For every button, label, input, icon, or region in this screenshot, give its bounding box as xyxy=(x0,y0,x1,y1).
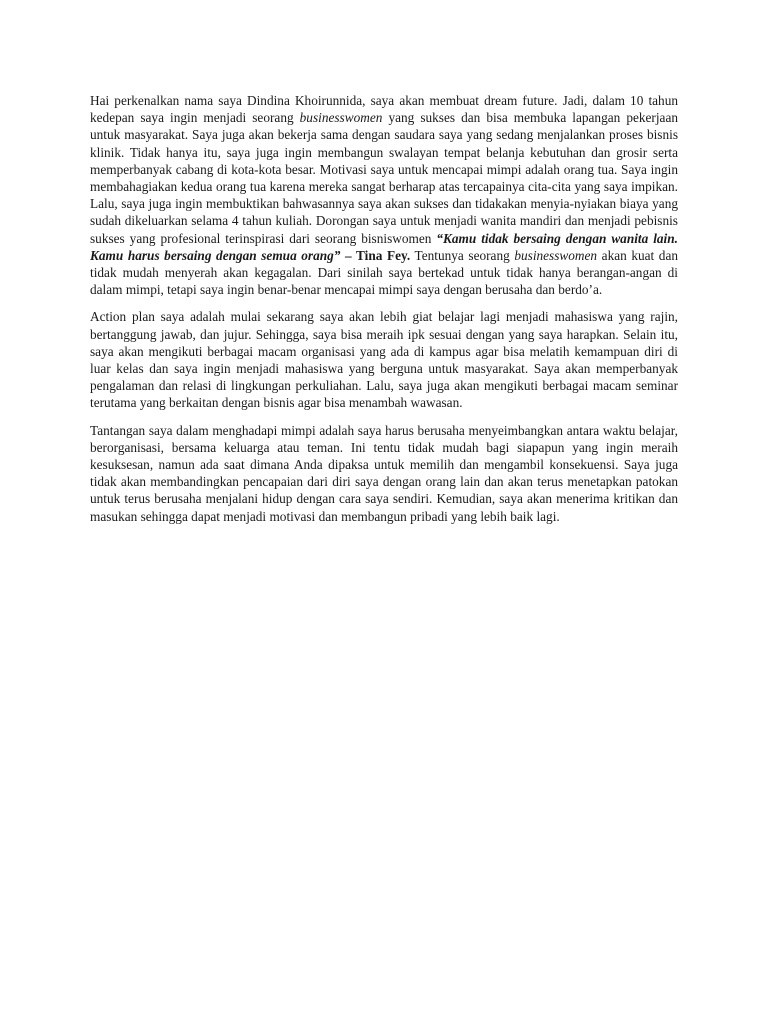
paragraph-1-text-d: akan kuat dan tidak mudah menyerah akan kegagalan. Dari sinilah saya bertekad untuk tidak hanya berangan-angan di dalam mimpi, tetapi saya ingin benar-benar mencapai mimpi saya dengan berusaha dan berdo’a. xyxy=(90,247,679,298)
inspirational-quote: “Kamu tidak bersaing dengan wanita lain. Kamu harus bersaing dengan semua orang” xyxy=(90,230,678,263)
paragraph-challenges: Tantangan saya dalam menghadapi mimpi adalah saya harus berusaha menyeimbangkan antara waktu belajar, berorganisasi, bersama keluarga atau teman. Ini tentu tidak mudah bagi siapapun yang ingin meraih kesuksesan, namun ada saat dimana Anda dipaksa untuk memilih dan mengambil konsekuensi. Saya juga tidak akan membandingkan pencapaian dari diri saya dengan orang lain dan akan terus menetapkan patokan untuk terus berusaha menjalani hidup dengan cara saya sendiri. Kemudian, saya akan menerima kritikan dan masukan sehingga dapat menjadi motivasi dan membangun pribadi yang lebih baik lagi. xyxy=(90,422,678,524)
quote-author: – Tina Fey. xyxy=(340,247,411,263)
italic-term-businesswomen: businesswomen xyxy=(299,110,383,126)
paragraph-1-text-a: Hai perkenalkan nama saya Dindina Khoirunnida, saya akan membuat dream future. Jadi, dalam 10 tahun kedepan saya ingin menjadi seorang xyxy=(90,93,678,126)
document-body xyxy=(90,92,678,535)
italic-term-businesswomen-2: businesswomen xyxy=(514,247,598,263)
paragraph-dream-future xyxy=(90,92,678,298)
paragraph-action-plan: Action plan saya adalah mulai sekarang saya akan lebih giat belajar lagi menjadi mahasiswa yang rajin, bertanggung jawab, dan jujur. Sehingga, saya bisa meraih ipk sesuai dengan yang saya harapkan. Selain itu, saya akan mengikuti berbagai macam organisasi yang ada di kampus agar bisa melatih kemampuan diri di luar kelas dan saya ingin menjadi mahasiswa yang berguna untuk masyarakat. Saya akan memperbanyak pengalaman dan relasi di lingkungan perkuliahan. Lalu, saya juga akan mengikuti berbagai macam seminar terutama yang berkaitan dengan bisnis agar bisa menambah wawasan. xyxy=(90,309,678,411)
paragraph-1-text-c: Tentunya seorang xyxy=(410,247,515,263)
paragraph-1-text-b: yang sukses dan bisa membuka lapangan pekerjaan untuk masyarakat. Saya juga akan bekerja sama dengan saudara saya yang sedang menjalankan proses bisnis klinik. Tidak hanya itu, saya juga ingin membangun swalayan tempat belanja kebutuhan dan grosir serta memperbanyak cabang di kota-kota besar. Motivasi saya untuk mencapai mimpi adalah orang tua. Saya ingin membahagiakan kedua orang tua karena mereka sangat berharap atas tercapainya cita-cita yang saya impikan. Lalu, saya juga ingin membuktikan bahwasannya saya akan sukses dan tidakakan menyia-nyiakan biaya yang sudah dikeluarkan selama 4 tahun kuliah. Dorongan saya untuk menjadi wanita mandiri dan menjadi pebisnis sukses yang profesional terinspirasi dari seorang bisniswomen xyxy=(90,110,678,246)
